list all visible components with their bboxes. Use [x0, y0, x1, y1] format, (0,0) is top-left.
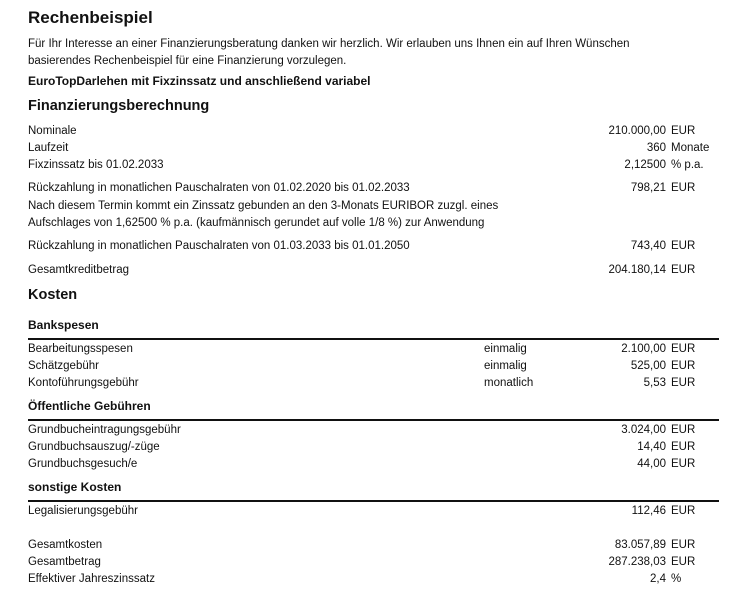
bankspesen-row-value: 2.100,00: [621, 343, 666, 355]
effektiver-jahreszins-label: Effektiver Jahreszinssatz: [28, 573, 155, 585]
gebuehren-row-value: 14,40: [637, 441, 666, 453]
gebuehren-row-unit: EUR: [671, 424, 696, 436]
gebuehren-row-value: 3.024,00: [621, 424, 666, 436]
gebuehren-row-value: 44,00: [637, 458, 666, 470]
oeffentliche-gebuehren-divider: [28, 419, 719, 421]
bankspesen-row-value: 525,00: [630, 360, 666, 372]
gesamtkosten-unit: EUR: [671, 539, 696, 551]
intro-text-line-2: basierendes Rechenbeispiel für eine Finanzierung vorzulegen.: [28, 55, 347, 67]
gebuehren-row-label: Grundbuchsgesuch/e: [28, 458, 138, 470]
gesamtkredit-unit: EUR: [671, 264, 696, 276]
bankspesen-row-frequency: einmalig: [484, 360, 527, 372]
euribor-note-line-1: Nach diesem Termin kommt ein Zinssatz gebunden an den 3-Monats EURIBOR zuzgl. eines: [28, 200, 499, 212]
fixzins-value: 2,12500: [624, 159, 666, 171]
product-name: EuroTopDarlehen mit Fixzinssatz und anschließend variabel: [28, 74, 371, 88]
gebuehren-row-unit: EUR: [671, 458, 696, 470]
kosten-heading: Kosten: [28, 287, 78, 303]
gebuehren-row-label: Grundbucheintragungsgebühr: [28, 424, 181, 436]
calc-heading: Finanzierungsberechnung: [28, 98, 210, 114]
bankspesen-row-label: Bearbeitungsspesen: [28, 343, 133, 355]
rueckzahlung-2-label: Rückzahlung in monatlichen Pauschalraten von 01.03.2033 bis 01.01.2050: [28, 240, 410, 252]
sonstige-row-label: Legalisierungsgebühr: [28, 505, 138, 517]
rueckzahlung-2-unit: EUR: [671, 240, 696, 252]
gebuehren-row-unit: EUR: [671, 441, 696, 453]
gesamtbetrag-label: Gesamtbetrag: [28, 556, 101, 568]
gebuehren-row-label: Grundbuchsauszug/-züge: [28, 441, 160, 453]
fixzins-unit: % p.a.: [671, 159, 704, 171]
sonstige-kosten-heading: sonstige Kosten: [28, 480, 122, 494]
fixzins-label: Fixzinssatz bis 01.02.2033: [28, 159, 164, 171]
bankspesen-divider: [28, 338, 719, 340]
gesamtkredit-label: Gesamtkreditbetrag: [28, 264, 129, 276]
bankspesen-row-frequency: einmalig: [484, 343, 527, 355]
bankspesen-row-frequency: monatlich: [484, 377, 534, 389]
intro-text-line-1: Für Ihr Interesse an einer Finanzierungsberatung danken wir herzlich. Wir erlauben uns Ihnen ein auf Ihren Wünschen: [28, 38, 630, 50]
rueckzahlung-2-value: 743,40: [630, 240, 666, 252]
sonstige-row-value: 112,46: [631, 505, 666, 517]
laufzeit-value: 360: [646, 142, 666, 154]
oeffentliche-gebuehren-heading: Öffentliche Gebühren: [28, 399, 151, 413]
bankspesen-heading: Bankspesen: [28, 318, 99, 332]
gesamtkredit-value: 204.180,14: [608, 264, 666, 276]
bankspesen-row-label: Schätzgebühr: [28, 360, 99, 372]
rueckzahlung-1-label: Rückzahlung in monatlichen Pauschalraten von 01.02.2020 bis 01.02.2033: [28, 182, 410, 194]
sonstige-row-unit: EUR: [671, 505, 696, 517]
effektiver-jahreszins-unit: %: [671, 573, 682, 585]
bankspesen-row-unit: EUR: [671, 343, 696, 355]
gesamtbetrag-value: 287.238,03: [608, 556, 666, 568]
sonstige-kosten-divider: [28, 500, 719, 502]
nominale-label: Nominale: [28, 125, 77, 137]
bankspesen-row-value: 5,53: [643, 377, 666, 389]
rueckzahlung-1-unit: EUR: [671, 182, 696, 194]
laufzeit-label: Laufzeit: [28, 142, 69, 154]
gesamtbetrag-unit: EUR: [671, 556, 696, 568]
euribor-note-line-2: Aufschlages von 1,62500 % p.a. (kaufmännisch gerundet auf volle 1/8 %) zur Anwendung: [28, 217, 485, 229]
bankspesen-row-unit: EUR: [671, 377, 696, 389]
bankspesen-row-unit: EUR: [671, 360, 696, 372]
nominale-value: 210.000,00: [608, 125, 666, 137]
rueckzahlung-1-value: 798,21: [630, 182, 666, 194]
nominale-unit: EUR: [671, 125, 696, 137]
laufzeit-unit: Monate: [671, 142, 710, 154]
page-title: Rechenbeispiel: [28, 8, 153, 27]
gesamtkosten-value: 83.057,89: [614, 539, 666, 551]
effektiver-jahreszins-value: 2,4: [650, 573, 666, 585]
gesamtkosten-label: Gesamtkosten: [28, 539, 103, 551]
bankspesen-row-label: Kontoführungsgebühr: [28, 377, 139, 389]
